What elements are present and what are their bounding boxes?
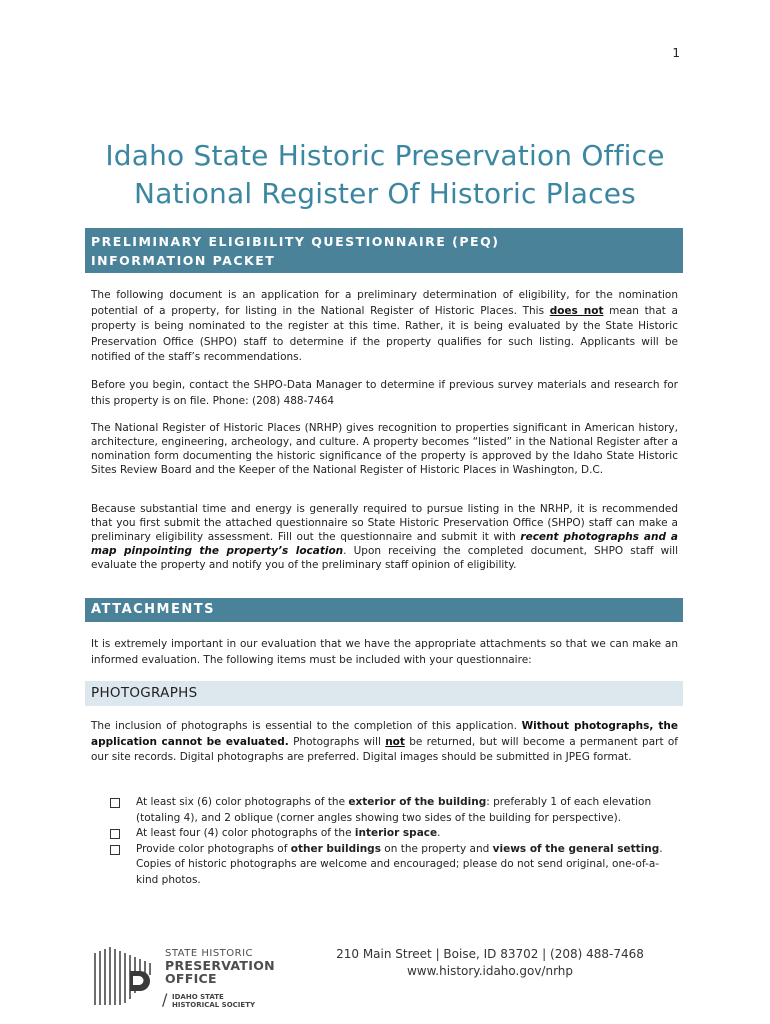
intro-paragraph-2: Before you begin, contact the SHPO-Data Manager to determine if previous survey materials and research for this property is on file. Phone: (208) 488-7464: [91, 379, 678, 407]
footer-contact: [300, 946, 680, 980]
peq-heading-line-1: PRELIMINARY ELIGIBILITY QUESTIONNAIRE (PEQ): [91, 234, 500, 249]
item-text: .: [437, 827, 441, 840]
attachments-paragraph: It is extremely important in our evaluation that we have the appropriate attachments so that we can make an informed evaluation. The following items must be included with your questionnaire:: [91, 638, 678, 666]
item-emphasis: other buildings: [290, 842, 381, 855]
does-not-emphasis: does not: [549, 304, 604, 317]
intro-p1-text-cont: mean that a property is being nominated to the register at this time. Rather, it is being evaluated by the State Historic Preservation Office (SHPO) staff to determine if the property qualifies for such listing. Applicants will be notified of the staff’s recommendations.: [91, 304, 678, 364]
footer-website-link[interactable]: www.history.idaho.gov/nrhp: [406, 964, 574, 978]
logo-subtext: [172, 993, 255, 1009]
logo-line-3: OFFICE: [165, 971, 217, 986]
list-item: [110, 842, 678, 889]
logo-wordmark: [165, 948, 275, 985]
list-item: [110, 826, 678, 842]
not-emphasis: not: [385, 735, 405, 748]
intro-p4-text: Because substantial time and energy is generally required to pursue listing in the NRHP, it is recommended that you first submit the attached questionnaire so State Historic Preservation Office (SHPO) staff can make a preliminary eligibility assessment. Fill out the questionnaire and submit it with: [91, 503, 678, 543]
item-emphasis: exterior of the building: [348, 796, 487, 808]
photos-map-emphasis: recent photographs and a map pinpointing the property’s location: [91, 531, 678, 557]
checkbox-icon: [110, 798, 120, 808]
title-line-1: Idaho State Historic Preservation Office: [105, 139, 665, 172]
document-title: [0, 137, 770, 213]
logo-line-5: HISTORICAL SOCIETY: [172, 1001, 256, 1009]
peq-heading-band: [85, 228, 683, 273]
item-text: . Copies of historic photographs are welcome and encouraged; please do not send original, one-of-a-kind photos.: [136, 842, 663, 886]
intro-paragraph-4: [91, 502, 678, 572]
photographs-heading: PHOTOGRAPHS: [85, 681, 683, 706]
attachments-heading: ATTACHMENTS: [85, 598, 683, 622]
intro-paragraph-1: [91, 288, 678, 366]
page-number: 1: [672, 46, 680, 60]
item-text: At least six (6) color photographs of the: [136, 796, 349, 808]
photos-p-text-2: Photographs will: [288, 735, 386, 748]
photos-p-text: The inclusion of photographs is essential to the completion of this application.: [91, 720, 522, 732]
intro-p1-text: The following document is an application for a preliminary determination of eligibility, for the nomination potential of a property, for listing in the National Register of Historic Places. This: [91, 289, 678, 317]
logo-slash: /: [162, 990, 168, 1009]
list-item: [110, 795, 678, 826]
peq-heading-line-2: INFORMATION PACKET: [91, 253, 276, 268]
checkbox-icon: [110, 845, 120, 855]
photos-p-text-3: be returned, but will become a permanent part of our site records. Digital photographs are preferred. Digital images should be submitted in JPEG format.: [91, 735, 678, 764]
logo-line-4: IDAHO STATE: [172, 993, 224, 1001]
without-photos-emphasis: Without photographs, the application cannot be evaluated.: [91, 720, 678, 748]
photographs-paragraph: [91, 719, 678, 766]
title-line-2: National Register Of Historic Places: [134, 177, 636, 210]
item-text: Provide color photographs of: [136, 842, 291, 855]
logo-line-2: PRESERVATION: [165, 958, 275, 973]
item-text: on the property and: [380, 842, 493, 855]
intro-paragraph-3: The National Register of Historic Places (NRHP) gives recognition to properties significant in American history, architecture, engineering, archeology, and culture. A property becomes “listed” in the National Register after a nomination form documenting the historic significance of the property is approved by the Idaho State Historic Sites Review Board and the Keeper of the National Register of Historic Places in Washington, D.C.: [91, 422, 678, 476]
item-emphasis: views of the general setting: [492, 842, 660, 855]
item-text: : preferably 1 of each elevation (totaling 4), and 2 oblique (corner angles showing two sides of the building for perspective).: [136, 796, 652, 824]
footer-address: 210 Main Street | Boise, ID 83702 | (208) 488-7468: [336, 947, 644, 961]
checkbox-icon: [110, 829, 120, 839]
item-emphasis: interior space: [354, 827, 438, 840]
logo-line-1: STATE HISTORIC: [165, 948, 254, 959]
item-text: At least four (4) color photographs of the: [136, 827, 355, 840]
photo-requirements-list: [110, 795, 678, 889]
intro-p4-text-cont: . Upon receiving the completed document, SHPO staff will evaluate the property and notify you of the preliminary staff opinion of eligibility.: [91, 545, 678, 571]
